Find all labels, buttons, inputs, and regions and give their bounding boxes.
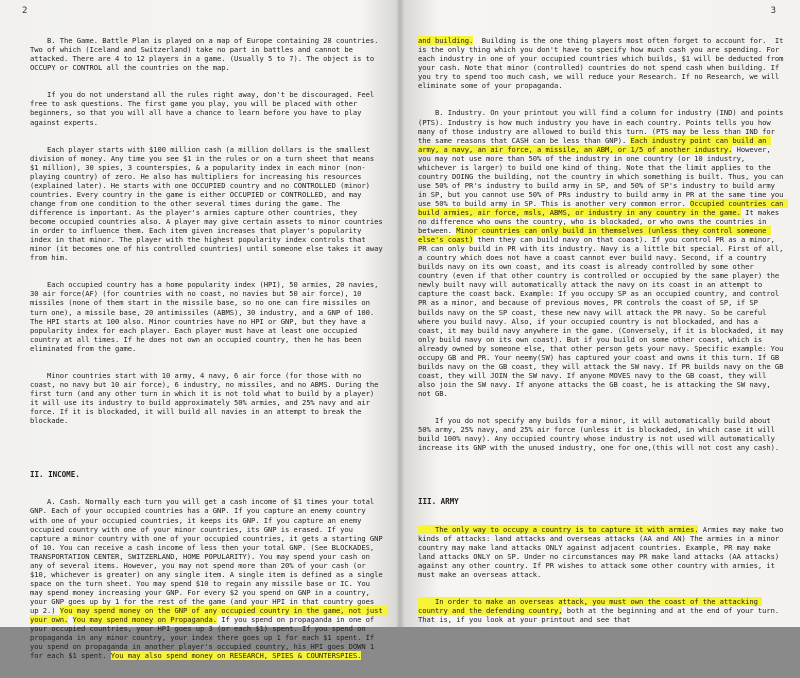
page-number: 3 — [770, 6, 776, 16]
section-heading: II. INCOME. — [30, 470, 80, 480]
paragraph: Minor countries start with 10 army, 4 navy, 6 air force (for those with no coast, no navy but 10 air force), 6 industry, no missiles, and no ABMS. During the first turn (and any other turn in which it is not told what to build by a player) it will use its industry to build approximately 50% armies, and 25% navy and air force. If it is blockaded, it will build all navies in an attempt to break the blockade. — [30, 370, 383, 426]
paragraph: Each player starts with $100 million cash (a million dollars is the smallest division of money. Any time you see $1 in the rules or on a turn sheet that means $1 million), 30 spies, 3 counterspies, & a popularity index in each minor (non-playing country) of zero. He also has multipliers for increasing his resources (explained later). He starts with one OCCUPIED country and no CONTROLLED (minor) countries. Every country in the game is either OCCUPIED or CONTROLLED, and may change from one condition to the other several times during the game. The difference is important. As the player's armies capture other countries, they become occupied countries also. A player may give certain assets to minor countries in order to influence them. Each item given increases that player's popularity index in that minor. The player with the highest popularity index controls that minor (it becomes one of his controlled countries) until someone else takes it away from him. — [30, 144, 387, 263]
highlighted-text: You may spend money on Propaganda. — [72, 615, 217, 625]
left-page — [0, 0, 400, 661]
text-run — [68, 615, 72, 624]
left-page-text — [30, 18, 386, 678]
paragraph — [418, 597, 784, 624]
text-run: then they can build navy on that coast). If you control PR as a minor, PR can only build in PR with its industry. Navy is a little bit special. First of all, a country which does not have a coast cannot ever build navy. Second, if a country builds navy on its own coast, and its coast is already controlled by some other country (even if that other country is controlled or occupied by the same player) the newly built navy will automatically attack the navy on its coast in an attempt to capture the coast back. Example: If you occupy SP as an occupied country, and control PR as a minor, and because of previous moves, PR controls the coast of SP, if SP builds navy on the SP coast, these new navy will attack the PR navy. So be careful where you build navy. Also, if your occupied country is not blockaded, and has a coast, it may build navy anywhere in the game. (Conversely, if it is blockaded, it may only build navy on its own coast). But if you build on some other coast, which is already owned by someone else, that other person gets your navy. Specific example: You occupy GB and PR. Your neemy(SW) has captured your coast and owns it this turn. If GB builds navy on the GB coast, they will attack the SW navy. If PR builds navy on the GB coast, they will JOIN the SW navy. If anyone MOVES navy to the GB coast, they will also join the SW navy. If anyone attacks the GB coast, he is attacking the SW navy, not GB. — [418, 235, 788, 398]
paragraph: Each occupied country has a home popularity index (HPI), 50 armies, 20 navies, 30 air force(AF) (for countries with no coast, no navies but 50 air force), 10 missiles (none of them start in the missile base, so no one can fire missiles on turn one), a missile base, 20 antimissiles (ABMS), 30 industry, and a GNP of 100. The HPI starts at 100 also. Minor countries have no HPI or GNP, but they have a popularity index for each player. Each player must have at least one occupied country at all times. If he does not own an occupied country, then he has been eliminated from the game. — [30, 280, 383, 353]
highlighted-text: In order to make an overseas attack, you must own the coast of the attacking country and the defending country, — [418, 596, 763, 615]
paragraph — [418, 108, 788, 398]
highlighted-text: The only way to occupy a country is to capture it with armies. — [418, 524, 699, 534]
paragraph — [418, 524, 788, 579]
paragraph — [30, 497, 386, 660]
spacer — [30, 443, 386, 452]
text-run: If you spend on propaganda in one of your occupied countries, your HPI goes up 3 (or each $1) spent. If you spend on propaganda in any minor country, your index there goes up 1 for each $1 spent. If you spend on propaganda in another player's occupied country, his HPI goes DOWN 1 for each $1 spent. — [30, 615, 379, 661]
highlighted-text: Minor countries can only build in themselves (unless they control someone else's coast) — [418, 226, 771, 245]
paragraph — [418, 36, 788, 91]
paragraph: If you do not specify any builds for a minor, it will automatically build about 50% army, 25% navy, and 25% air force (unless it is blockaded, in which case it will build 100% navy). Any occupied country whose industry is not used will automatically increase its GNP with the unused industry, one for one,(this will not cost any cash). — [418, 416, 780, 453]
text-run: However, you may not use more than 50% of the industry in one country (or 10 industry, whichever is larger) to build one kind of thing. Note that the limit applies to the country DOING the building, not the country in which something is built. Thus, you can use 50% of PR's industry to build army in SP, and 50% of SP's industry to build army in SP, but you cannot use 50% of PRs industry to build army in PR at the same time you use 50% to build army in SP. This is another very common error. — [418, 144, 788, 208]
highlighted-text: You may spend money on the GNP of any occupied country in the game, not just your own. — [30, 606, 387, 625]
highlighted-text: Occupied countries can build armies, air force, msls, ABMS, or industry in any country in the game. — [418, 198, 788, 217]
text-run: It makes no difference who owns the country, who is blockaded, or who owns the countries in between. — [418, 207, 784, 236]
text-run: B. Industry. On your printout you will find a column for industry (IND) and points (PTS). Industry is how much industry you have in each country. Points tells you how many of those industry are allowed to build this turn. (PTS may be less than IND for the same reasons that CASH can be less than GNP). — [418, 108, 788, 145]
text-run: Armies may make two kinds of attacks: land attacks and overseas attacks (AA and AN) The armies in a minor country may make land attacks ONLY against adjacent countries. Example, PR may make land attacks ONLY on SP. Under no circumstances may PR make land attacks (AA attacks) against any other country. If PR wishes to attack some other country with armies, it must make an overseas attack. — [418, 524, 788, 579]
text-run: A. Cash. Normally each turn you will get a cash income of $1 times your total GNP. Each of your occupied countries has a GNP. If you capture an enemy country with one of your occupied countries, it keeps its GNP. If you capture an enemy occupied country with one of your minor countries, its GNP is erased. If you capture a minor country with one of your occupied countries, it gets a starting GNP of 10. You can receive a cash income of less then your total GNP. (See BLOCKADES, TRANSPORTATION CENTER, SWITZERLAND, HOME POPULARITY). You may spend your cash on any of several items. However, you may not spend more than 20% of your cash (or $10, whichever is greater) on any single item. A single item is defined as a single space on the turn sheet. You may spend $10 to regain any missile base or IC. You may spend money increasing your GNP. For every $2 you spend on GNP in a country, your GNP goes up by 1 for the rest of the game (and your HPI in that country goes up 2.) — [30, 497, 387, 615]
paragraph: If you do not understand all the rules right away, don't be discouraged. Feel free to ask questions. The first game you play, you will be placed with other beginners, so that you will all have a chance to learn before you have to play against experts. — [30, 90, 379, 127]
text-run: Building is the one thing players most often forget to account for. It is the only thing which you don't have to specify how much cash you are spending. For each industry in one of your occupied countries which builds, $1 will be deducted from your cash. Note that minor (controlled) countries do not spend cash when building. If you try to spend too much cash, we will reduce your Research. If no Research, we will eliminate some of your propaganda. — [418, 36, 788, 91]
section-heading: III. ARMY — [418, 497, 459, 507]
paragraph: B. The Game. Battle Plan is played on a map of Europe containing 28 countries. Two of which (Iceland and Switzerland) take no part in battles and cannot be attacked. There are 4 to 12 players in a game. (Usually 5 to 7). The object is to OCCUPY or CONTROL all the countries on the map. — [30, 36, 383, 73]
highlighted-text: Each industry point can build an army, a navy, an air force, a missile, an ABM, or 1/5 of another industry. — [418, 135, 771, 154]
page-number: 2 — [22, 6, 28, 16]
right-page-text — [418, 18, 788, 642]
text-run: both at the beginning and at the end of your turn. That is, if you look at your printout and see that — [418, 606, 784, 625]
highlighted-text: and building. — [418, 36, 474, 46]
right-page — [400, 0, 800, 627]
highlighted-text: You may also spend money on RESEARCH, SPIES & COUNTERSPIES. — [110, 651, 362, 661]
spacer — [418, 470, 784, 479]
